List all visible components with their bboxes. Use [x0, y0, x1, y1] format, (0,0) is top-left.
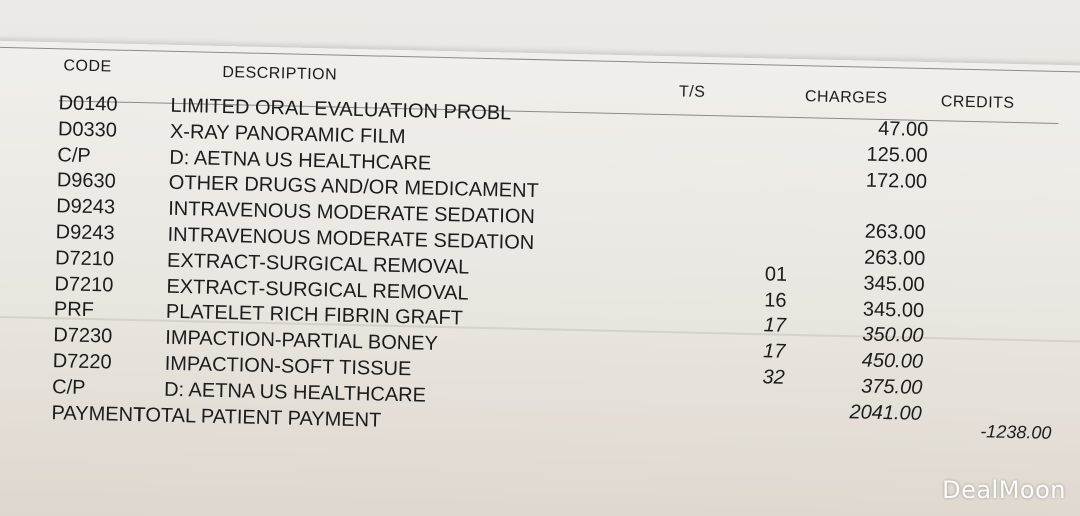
- row-code: C/P: [57, 143, 92, 167]
- row-ts: 32: [762, 366, 786, 389]
- row-description: LIMITED ORAL EVALUATION PROBL: [170, 94, 512, 125]
- row-code: D9243: [55, 195, 116, 219]
- row-charges: 2041.00: [849, 401, 923, 425]
- top-rule: [0, 47, 1080, 73]
- header-description: DESCRIPTION: [222, 63, 338, 84]
- row-code: D7210: [54, 272, 114, 297]
- row-code: PAYMENT: [51, 401, 146, 426]
- dealmoon-watermark: DealMoon: [942, 476, 1066, 504]
- row-code: D7220: [52, 350, 112, 374]
- receipt-paper: [0, 40, 1080, 516]
- row-charges: 375.00: [860, 375, 923, 399]
- row-description: IMPACTION-SOFT TISSUE: [164, 352, 412, 381]
- header-charges: CHARGES: [804, 88, 888, 108]
- row-description: OTHER DRUGS AND/OR MEDICAMENT: [168, 172, 539, 203]
- row-description: PLATELET RICH FIBRIN GRAFT: [165, 301, 464, 330]
- row-ts: 17: [762, 340, 786, 363]
- row-description: IMPACTION-PARTIAL BONEY: [165, 326, 439, 356]
- row-code: PRF: [53, 298, 95, 322]
- row-charges: 450.00: [861, 349, 924, 374]
- header-code: CODE: [63, 57, 112, 76]
- row-description: EXTRACT-SURGICAL REMOVAL: [166, 249, 470, 279]
- row-charges: 350.00: [862, 323, 924, 348]
- row-charges: 345.00: [862, 298, 925, 322]
- row-description: EXTRACT-SURGICAL REMOVAL: [166, 275, 469, 305]
- row-description: INTRAVENOUS MODERATE SEDATION: [167, 223, 535, 255]
- row-code: D0330: [57, 118, 118, 142]
- row-charges: 263.00: [864, 220, 927, 245]
- row-charges: 263.00: [863, 246, 926, 270]
- row-charges: 345.00: [863, 272, 925, 296]
- row-code: D7230: [53, 324, 113, 348]
- row-code: C/P: [51, 375, 86, 399]
- row-ts: 17: [763, 314, 787, 338]
- row-code: D0140: [58, 92, 118, 116]
- row-code: D9630: [56, 169, 117, 193]
- row-description: D: AETNA US HEALTHCARE: [163, 378, 427, 407]
- row-code: D9243: [55, 221, 115, 245]
- row-description: INTRAVENOUS MODERATE SEDATION: [167, 197, 536, 229]
- header-ts: T/S: [678, 83, 706, 101]
- row-credits: -1238.00: [980, 420, 1052, 443]
- row-ts: 16: [764, 288, 787, 312]
- row-description: X-RAY PANORAMIC FILM: [169, 120, 406, 148]
- row-description: D: AETNA US HEALTHCARE: [169, 146, 432, 175]
- row-charges: 125.00: [866, 143, 928, 167]
- header-credits: CREDITS: [940, 93, 1015, 112]
- row-ts: 01: [764, 263, 788, 286]
- row-charges: 172.00: [865, 169, 928, 193]
- row-description: TOTAL PATIENT PAYMENT: [133, 403, 382, 432]
- row-charges: 47.00: [877, 117, 929, 141]
- row-code: D7210: [54, 247, 115, 271]
